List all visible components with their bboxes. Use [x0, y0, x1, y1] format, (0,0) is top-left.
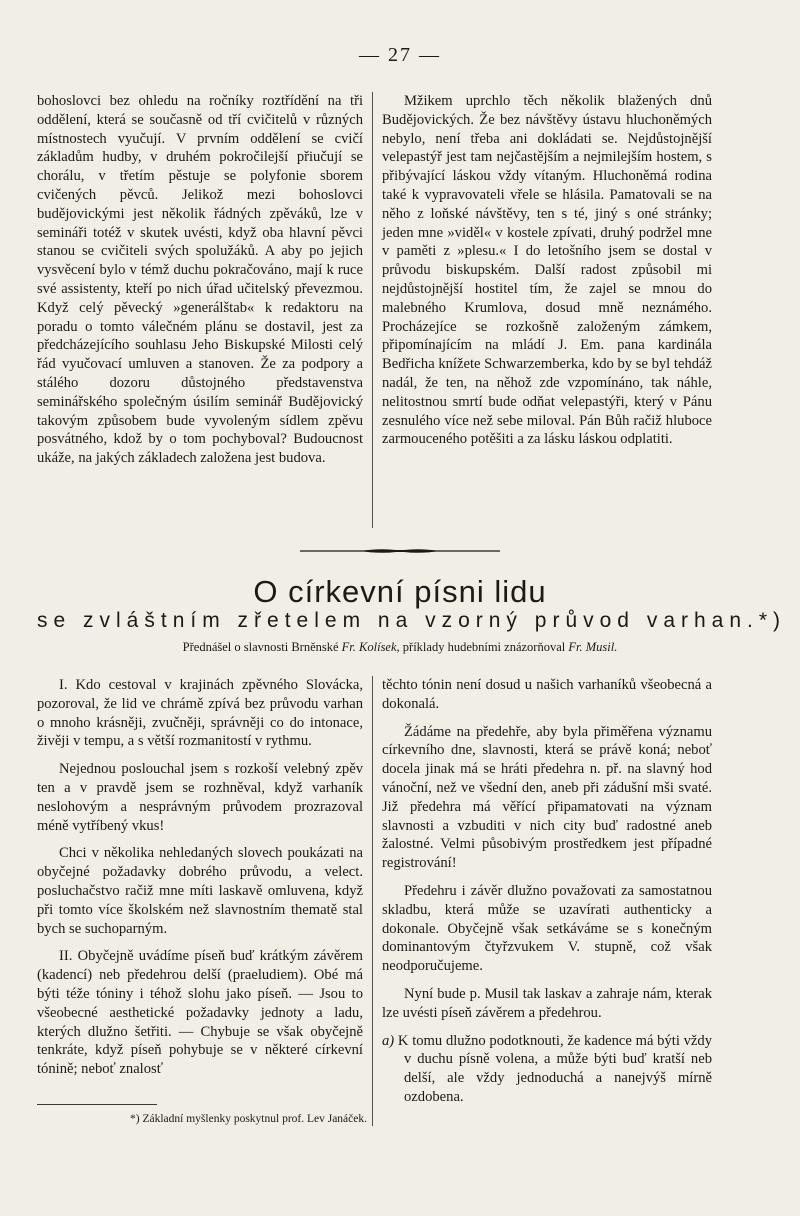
credits-prefix: Přednášel o slavnosti Brněnské	[182, 640, 339, 654]
credits-middle: příklady hudebními znázorňoval	[402, 640, 566, 654]
bottom-left-column	[37, 676, 363, 1079]
paragraph: Nejednou poslouchal jsem s rozkoší velebný zpěv ten a v pravdě jsem se rozhněval, když varhaník neslohovým a nesprávným průvodem prozrazoval méně vytříbený vkus!	[37, 761, 363, 834]
article-title: O církevní písni lidu	[253, 574, 547, 609]
paragraph: I. Kdo cestoval v krajinách zpěvného Slovácka, pozoroval, že lid ve chrámě zpívá bez průvodu varhan o mnoho krásněji, zvučněji, správněji co do intonace, živěji v tempu, a s větší rozmanitostí v rythmu.	[37, 677, 363, 750]
section-ornament	[300, 546, 500, 556]
article-credits	[0, 640, 800, 655]
paragraph: bohoslovci bez ohledu na ročníky roztřídění na tři oddělení, která se současně od tří cvičitelů v různých místnostech vyučují. V prvním oddělení se cvičí základům hudby, v druhém pokročilejší přiučují se chorálu, v třetím pěstuje se polyfonie sborem cvičených pěvců. Jelikož mezi bohoslovci budějovickými jest několik řádných zpěváků, lze v semináři totéž v skutek uvésti, když oba hlavní pěvci stanou se cvičiteli svých spolužáků. A aby po jejich vysvěcení bylo v témž duchu pokračováno, mají k ruce své assistenty, kteří po nich úřad učitelský převezmou. Když celý pěvecký »generálštab« k redaktoru na poradu o tomto válečném plánu se dostavil, jest za předcházejícího souhlasu Jeho Biskupské Milosti celý řád vyučovací umluven a stanoven. Že za podpory a stálého dozoru důstojného představenstva seminářského společným úsilím seminář Budějovický takovým způsobem bude vyvoleným sídlem zpěvu posvátného, kdož by o tom pochyboval? Budoucnost ukáže, na jakých základech založena jest budova.	[37, 93, 363, 467]
credits-illustrator: Fr. Musil.	[568, 640, 618, 654]
list-item-text: K tomu dlužno podotknouti, že kadence má býti vždy v duchu písně volena, a může býti buď kratší neb delší, ale vždy jednoduchá a nanejvýš mírně ozdobena.	[397, 1032, 712, 1105]
paragraph: Mžikem uprchlo těch několik blažených dnů Budějovických. Že bez návštěvy ústavu hluchoněmých nebylo, není třeba ani dokládati se. Nejdůstojnější velepastýř jest tam nejčastějším a nejmilejším hostem, s přibývající láskou vždy vítaným. Hluchoněmá rodina také k vypravovateli vřele se hlásila. Pamatovali se na něho z loňské návštěvy, ten s té, jiný s oné stránky; jeden mne »viděl« v kostele zpívati, druhý podržel mne v paměti z »plesu.« I do letošního jsem se dostal v průvodu biskupském. Další radost způsobil mi nejdůstojnější hostitel tím, že zajel se mnou do malebného Krumlova, dosud mně neznámého. Procházejíce se rozkošně založeným zámkem, připomínajícím na mládí J. Em. pana kardinála Bedřicha knížete Schwarzemberka, kdo by se byl tehdáž nadál, že ten, na něhož zde vzpomínáno, tak náhle, nelitostnou smrtí bude odňat velepastýři, který v Pánu zesnulého více než sebe miloval. Pán Bůh račiž hluboce zarmouceného potěšiti a za lásku láskou odplatiti.	[382, 93, 712, 448]
paragraph: Nyní bude p. Musil tak laskav a zahraje nám, kterak lze uvésti píseň závěrem a předehrou.	[382, 985, 712, 1021]
top-right-column	[382, 92, 712, 449]
paragraph: II. Obyčejně uvádíme píseň buď krátkým závěrem (kadencí) neb předehrou delší (praeludiem). Obé má býti téže tóniny i téhož slohu jako píseň. — Jsou to všeobecné aesthetické požadavky jednoty a ladu, kterých dlužno šetřiti. — Chybuje se však obyčejně tenkráte, když píseň pohybuje se v některé církevní tónině; neboť znalosť	[37, 948, 363, 1078]
credits-author: Fr. Kolísek,	[341, 640, 400, 654]
list-item-label: a)	[382, 1032, 395, 1049]
column-divider-top	[372, 92, 373, 528]
column-divider-bottom	[372, 676, 373, 1126]
paragraph: Žádáme na předehře, aby byla přiměřena významu církevního dne, slavnosti, která se právě koná; neboť docela jinak má se hráti předehra n. př. na slavný hod vánoční, než ve všední den, aneb při zádušní mši svaté. Již předehra má věřící připamatovati na význam slavnosti a vzbuditi v nich city buď radostné aneb žalostné. Velmi působivým prostředkem jest případné registrování!	[382, 723, 712, 872]
paragraph: těchto tónin není dosud u našich varhaníků všeobecná a dokonalá.	[382, 677, 712, 712]
paragraph: Předehru i závěr dlužno považovati za samostatnou skladbu, která může se uzavírati authenticky a dokonale. Obyčejně však setkáváme se s konečným dominantovým čtyřzvukem V. stupně, což však neodporučujeme.	[382, 882, 712, 975]
top-left-column	[37, 92, 363, 468]
footnote-rule	[37, 1104, 157, 1105]
footnote: *) Základní myšlenky poskytnul prof. Lev Janáček.	[130, 1113, 367, 1125]
page-number: — 27 —	[359, 44, 441, 66]
bottom-right-column	[382, 676, 712, 1107]
list-item-a	[382, 1032, 712, 1107]
paragraph: Chci v několika nehledaných slovech poukázati na obyčejné požadavky dobrého průvodu, a velect. posluchačstvo račiž mne míti laskavě omluvena, když při tomto více školském než slavnostním thematě stal bych se suchoparným.	[37, 845, 363, 937]
article-subtitle: se zvláštním zřetelem na vzorný průvod varhan.*)	[37, 609, 787, 632]
